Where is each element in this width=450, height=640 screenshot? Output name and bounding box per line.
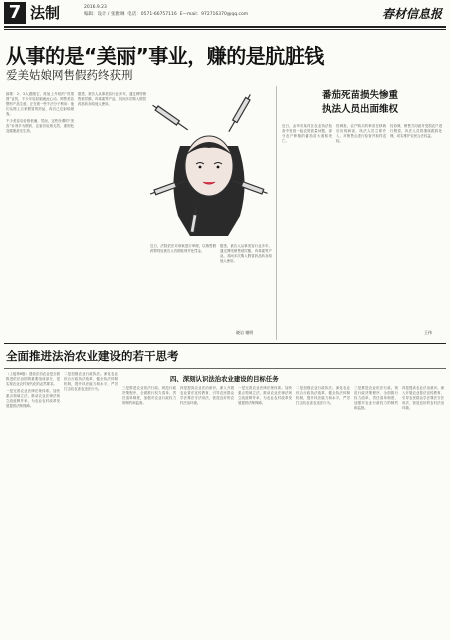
article-column-3	[150, 244, 216, 340]
paragraph: 三是推进农业依法行政。规范行政决策程序，全面推行权力清单、责任清单制度，加强对农业行政权力的制约和监督。	[354, 386, 398, 410]
lower-column-8	[402, 386, 444, 634]
paragraph: （上接第6版）建设法治农业是全面推进依法治国的重要组成部分，是实现农业农村现代化的必然要求。	[6, 372, 60, 386]
paragraph: 二是加强农业行政执法。深化农业综合行政执法改革，健全执法体制机制，提升执法能力和水平，严厉打击坑农害农违法行为。	[64, 372, 118, 391]
lower-rule	[4, 368, 446, 369]
paragraph: 摘要：2、3人跟随它，再加上介绍的“效果图”宣传，不少年轻姑娘就此心动。网售美容整形产品生意，正在被一些不法分子利用：他们从网上买来假冒的药品，再自己注射给顾客。	[6, 92, 74, 116]
masthead-rule-thin	[4, 29, 446, 30]
paragraph: 四是提高农业法治意识。深入开展农业普法宣传教育，引导农民群众学法尊法守法用法，营造良好的农村法治环境。	[180, 386, 234, 405]
paragraph: 一是完善农业法律法规体系。加快重点领域立法，推动农业法律法规立改废释并举，为农业农村改革发展提供法制保障。	[6, 388, 60, 408]
side-column-2	[336, 124, 386, 338]
side-story-title-line1: 番茄死苗损失惨重	[321, 90, 398, 101]
paragraph: 二是加强农业行政执法。深化农业综合行政执法改革，健全执法体制机制，提升执法能力和水平，严厉打击坑农害农违法行为。	[296, 386, 350, 405]
section-rule	[4, 343, 446, 344]
side-byline: 王伟	[424, 330, 432, 335]
paragraph: 近日，法院依法对该案进行审理，以销售假药罪判处被告人有期徒刑并处罚金。	[150, 244, 216, 253]
lower-section-title: 四、深刻认识法治农业建设的目标任务	[170, 375, 279, 383]
side-story-title-line2: 执法人员出面维权	[321, 104, 398, 115]
lower-column-6	[296, 386, 350, 634]
paragraph: 不少美容店价格低廉，然而，这些所谓的“美容”针剂多为假药，注射后轻则无效，重则危及健康甚至生命。	[6, 118, 74, 133]
side-column-1	[282, 124, 332, 338]
paragraph: 据悉，被告人从事美容行业多年，通过网络销售玻尿酸、肉毒素等产品，其间多次购入假冒药品转卖给他人使用。	[78, 92, 146, 106]
paragraph: 四是提高农业法治意识。深入开展农业普法宣传教育，引导农民群众学法尊法守法用法，营造良好的农村法治环境。	[402, 386, 444, 410]
editor-contact	[84, 12, 248, 18]
column-divider	[276, 86, 277, 340]
email: E—mail：972716370@qq.com	[179, 12, 249, 17]
paragraph: 经调查，农户购买的种苗在移栽后出现病害，执法人员立即介入，对销售点进行检查并取样送检。	[336, 124, 386, 143]
lower-headline: 全面推进法治农业建设的若干思考	[6, 349, 179, 363]
page-number: 7	[4, 2, 26, 24]
article-column-4	[220, 244, 272, 326]
paragraph: 近日，金华市某村区农业执法检查中发现一起农资质量问题，部分农户种植的番茄苗大面积死亡。	[282, 124, 332, 143]
lower-column-7	[354, 386, 398, 634]
lower-column-1	[6, 372, 60, 634]
side-column-3	[390, 124, 442, 338]
editor: 编辑：设计 / 张雅琳	[84, 12, 125, 17]
masthead-rule	[4, 26, 446, 28]
article-column-2	[78, 92, 146, 340]
lower-column-3	[122, 386, 176, 634]
phone: 电话：0571-66757116	[127, 12, 177, 17]
paragraph: 据悉，被告人从事美容行业多年，通过网络销售玻尿酸、肉毒素等产品，其间多次购入假冒药品转卖给他人使用。	[220, 244, 272, 263]
byline: 晓岩 谢明	[236, 330, 254, 335]
lower-column-2	[64, 372, 118, 634]
issue-date: 2016.9.23	[84, 5, 107, 10]
paragraph: 一是完善农业法律法规体系。加快重点领域立法，推动农业法律法规立改废释并举，为农业农村改革发展提供法制保障。	[238, 386, 292, 405]
newspaper-name: 春材信息报	[381, 7, 442, 21]
paragraph: 经协调，销售方同意对受损农户进行赔偿，执法人员将继续跟踪处理，切实维护农民合法权益。	[390, 124, 442, 138]
lower-column-4	[180, 386, 234, 634]
illustration-woman-syringes	[150, 86, 268, 240]
lower-column-5	[238, 386, 292, 634]
paragraph: 三是推进农业依法行政。规范行政决策程序，全面推行权力清单、责任清单制度，加强对农业行政权力的制约和监督。	[122, 386, 176, 405]
subheadline: 爱美姑娘网售假药终获刑	[6, 68, 133, 82]
headline: 从事的是“美丽”事业，赚的是肮脏钱	[6, 44, 324, 68]
section-name: 法制	[30, 4, 61, 22]
article-column-1	[6, 92, 74, 340]
